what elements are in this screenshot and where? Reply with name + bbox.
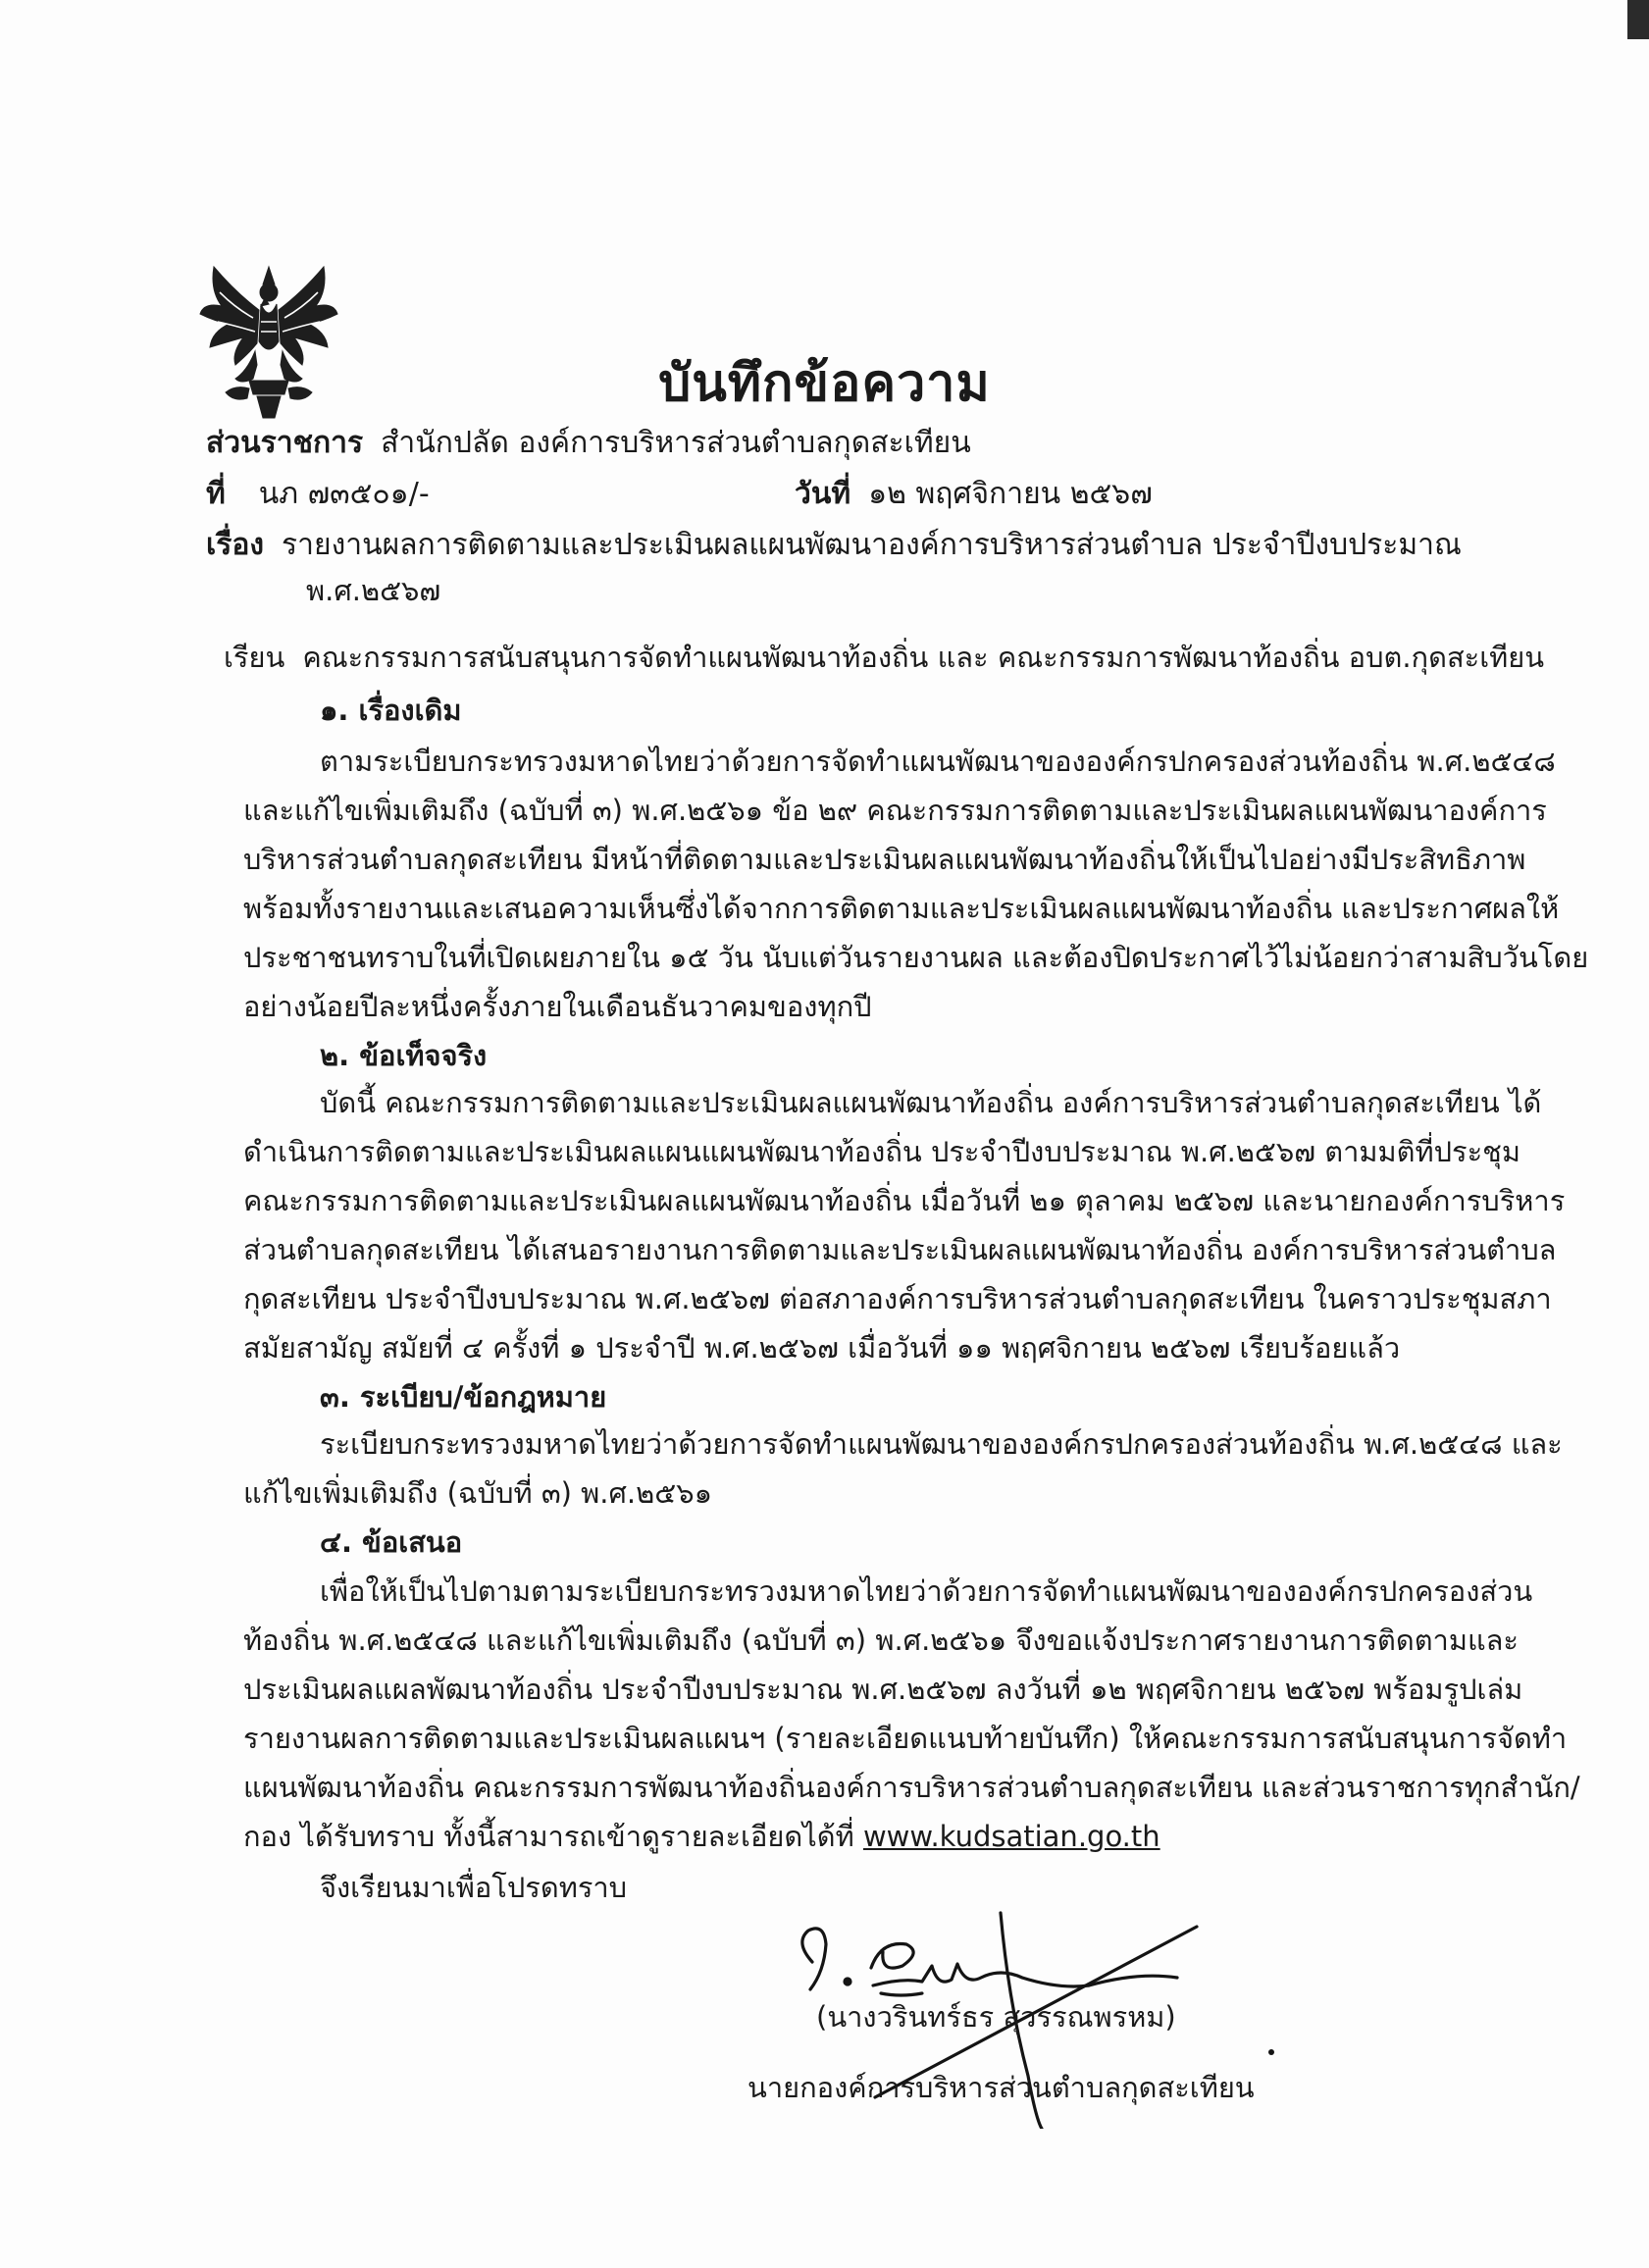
date-label: วันที่ bbox=[795, 477, 851, 511]
section-4-line: แผนพัฒนาท้องถิ่น คณะกรรมการพัฒนาท้องถิ่นองค์การบริหารส่วนตำบลกุดสะเทียน และส่วนราชการทุกสำนัก/ bbox=[243, 1771, 1580, 1804]
subject-label: เรื่อง bbox=[206, 528, 265, 562]
section-1-line: และแก้ไขเพิ่มเติมถึง (ฉบับที่ ๓) พ.ศ.๒๕๖๑ ข้อ ๒๙ คณะกรรมการติดตามและประเมินผลแผนพัฒนาองค์การ bbox=[243, 794, 1547, 827]
section-2-line: คณะกรรมการติดตามและประเมินผลแผนพัฒนาท้องถิ่น เมื่อวันที่ ๒๑ ตุลาคม ๒๕๖๗ และนายกองค์การบริหาร bbox=[243, 1184, 1566, 1217]
section-2-line: กุดสะเทียน ประจำปีงบประมาณ พ.ศ.๒๕๖๗ ต่อสภาองค์การบริหารส่วนตำบลกุดสะเทียน ในคราวประชุมสภา bbox=[243, 1282, 1552, 1315]
closing-text: จึงเรียนมาเพื่อโปรดทราบ bbox=[320, 1871, 628, 1904]
section-1-line: อย่างน้อยปีละหนึ่งครั้งภายในเดือนธันวาคมของทุกปี bbox=[243, 990, 872, 1023]
ref-value: นภ ๗๓๕๐๑/- bbox=[258, 477, 430, 511]
section-4-line: ท้องถิ่น พ.ศ.๒๕๔๘ และแก้ไขเพิ่มเติมถึง (ฉบับที่ ๓) พ.ศ.๒๕๖๑ จึงขอแจ้งประกาศรายงานการติดตามและ bbox=[243, 1624, 1519, 1657]
section-4-last-text: กอง ได้รับทราบ ทั้งนี้สามารถเข้าดูรายละเอียดได้ที่ bbox=[243, 1820, 863, 1853]
section-4-line: เพื่อให้เป็นไปตามตามระเบียบกระทรวงมหาดไทยว่าด้วยการจัดทำแผนพัฒนาขององค์กรปกครองส่วน bbox=[320, 1574, 1533, 1608]
to-value: คณะกรรมการสนับสนุนการจัดทำแผนพัฒนาท้องถิ่น และ คณะกรรมการพัฒนาท้องถิ่น อบต.กุดสะเทียน bbox=[302, 641, 1545, 674]
section-3-line: แก้ไขเพิ่มเติมถึง (ฉบับที่ ๓) พ.ศ.๒๕๖๑ bbox=[243, 1476, 713, 1510]
section-4-line: รายงานผลการติดตามและประเมินผลแผนฯ (รายละเอียดแนบท้ายบันทึก) ให้คณะกรรมการสนับสนุนการจัดทำ bbox=[243, 1722, 1568, 1755]
ref-label: ที่ bbox=[206, 477, 226, 511]
section-4-line: ประเมินผลแผลพัฒนาท้องถิ่น ประจำปีงบประมาณ พ.ศ.๒๕๖๗ ลงวันที่ ๑๒ พฤศจิกายน ๒๕๖๗ พร้อมรูปเล่ม bbox=[243, 1673, 1523, 1706]
section-2-line: ส่วนตำบลกุดสะเทียน ได้เสนอรายงานการติดตามและประเมินผลแผนพัฒนาท้องถิ่น องค์การบริหารส่วนตำบล bbox=[243, 1233, 1557, 1266]
section-1-line: พร้อมทั้งรายงานและเสนอความเห็นซึ่งได้จากการติดตามและประเมินผลแผนพัฒนาท้องถิ่น และประกาศผลให้ bbox=[243, 892, 1560, 925]
agency-row bbox=[206, 424, 971, 463]
subject-line-1: รายงานผลการติดตามและประเมินผลแผนพัฒนาองค์การบริหารส่วนตำบล ประจำปีงบประมาณ bbox=[282, 528, 1462, 562]
memo-title: บันทึกข้อความ bbox=[658, 354, 991, 413]
ref-row bbox=[206, 475, 430, 514]
date-row bbox=[795, 475, 1153, 514]
signatory-position: นายกองค์การบริหารส่วนตำบลกุดสะเทียน bbox=[747, 2071, 1255, 2104]
agency-value: สำนักปลัด องค์การบริหารส่วนตำบลกุดสะเทียน bbox=[381, 426, 971, 460]
to-row bbox=[224, 638, 1544, 677]
section-4-last-line bbox=[243, 1817, 1160, 1856]
signatory-name: (นางวรินทร์ธร สุวรรณพรหม) bbox=[816, 2000, 1176, 2034]
subject-line-2: พ.ศ.๒๕๖๗ bbox=[306, 574, 441, 607]
section-2-line: ดำเนินการติดตามและประเมินผลแผนแผนพัฒนาท้องถิ่น ประจำปีงบประมาณ พ.ศ.๒๕๖๗ ตามมติที่ประชุม bbox=[243, 1135, 1520, 1168]
date-value: ๑๒ พฤศจิกายน ๒๕๖๗ bbox=[868, 477, 1153, 511]
section-1-line: บริหารส่วนตำบลกุดสะเทียน มีหน้าที่ติดตามและประเมินผลแผนพัฒนาท้องถิ่นให้เป็นไปอย่างมีประสิทธิภาพ bbox=[243, 843, 1526, 876]
section-1-line: ตามระเบียบกระทรวงมหาดไทยว่าด้วยการจัดทำแผนพัฒนาขององค์กรปกครองส่วนท้องถิ่น พ.ศ.๒๕๔๘ bbox=[320, 745, 1556, 778]
section-2-line: บัดนี้ คณะกรรมการติดตามและประเมินผลแผนพัฒนาท้องถิ่น องค์การบริหารส่วนตำบลกุดสะเทียน ได้ bbox=[320, 1086, 1542, 1119]
section-1-line: ประชาชนทราบในที่เปิดเผยภายใน ๑๕ วัน นับแต่วันรายงานผล และต้องปิดประกาศไว้ไม่น้อยกว่าสามสิบวันโดย bbox=[243, 941, 1589, 974]
section-2-heading: ๒. ข้อเท็จจริง bbox=[320, 1039, 488, 1072]
website-link[interactable]: www.kudsatian.go.th bbox=[862, 1820, 1160, 1853]
to-label: เรียน bbox=[224, 641, 285, 674]
section-2-line: สมัยสามัญ สมัยที่ ๔ ครั้งที่ ๑ ประจำปี พ.ศ.๒๕๖๗ เมื่อวันที่ ๑๑ พฤศจิกายน ๒๕๖๗ เรียบร้อยแล้ว bbox=[243, 1331, 1401, 1365]
section-3-line: ระเบียบกระทรวงมหาดไทยว่าด้วยการจัดทำแผนพัฒนาขององค์กรปกครองส่วนท้องถิ่น พ.ศ.๒๕๔๘ และ bbox=[320, 1427, 1563, 1461]
section-4-heading: ๔. ข้อเสนอ bbox=[320, 1525, 463, 1559]
section-1-heading: ๑. เรื่องเดิม bbox=[320, 694, 462, 727]
subject-row bbox=[206, 526, 1462, 565]
scan-edge-mark bbox=[1627, 0, 1649, 39]
agency-label: ส่วนราชการ bbox=[206, 426, 364, 460]
section-3-heading: ๓. ระเบียบ/ข้อกฎหมาย bbox=[320, 1380, 607, 1414]
